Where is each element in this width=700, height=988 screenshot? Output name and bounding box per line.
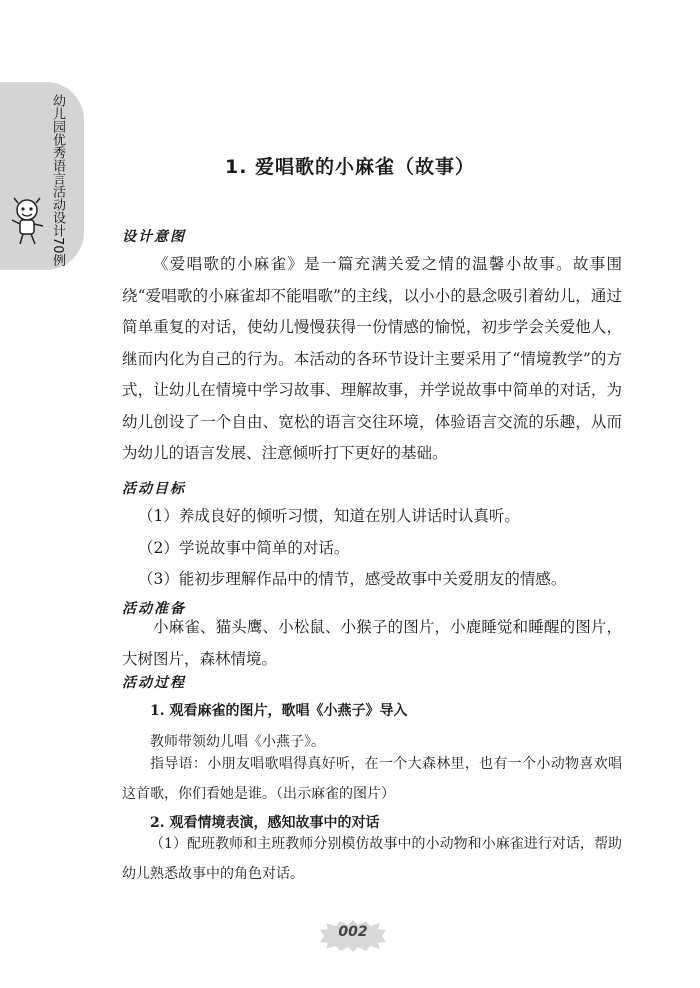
heading-prep: 活动准备 <box>122 601 186 617</box>
goal-item-3: （3）能初步理解作品中的情节，感受故事中关爱朋友的情感。 <box>138 570 567 588</box>
guide-paragraph: 指导语：小朋友唱歌唱得真好听，在一个大森林里，也有一个小动物喜欢唱这首歌，你们看她是谁。（出示麻雀的图片） <box>122 756 622 802</box>
process-step-1-line: 教师带领幼儿唱《小燕子》。 <box>150 734 325 750</box>
book-title-vertical: 幼儿园优秀语言活动设计70例 <box>50 94 65 267</box>
heading-design: 设计意图 <box>122 229 186 245</box>
mascot-icon <box>8 196 46 246</box>
goal-item-1: （1）养成良好的倾听习惯，知道在别人讲话时认真听。 <box>138 507 520 525</box>
page-number: 002 <box>338 924 368 940</box>
heading-process: 活动过程 <box>122 675 186 691</box>
goal-item-2: （2）学说故事中简单的对话。 <box>138 539 350 557</box>
design-paragraph: 《爱唱歌的小麻雀》是一篇充满关爱之情的温馨小故事。故事围绕“爱唱歌的小麻雀却不能唱歌”的主线，以小小的悬念吸引着幼儿，通过简单重复的对话，使幼儿慢慢获得一份情感的愉悦，初步学会关爱他人，继而内化为自己的行为。本活动的各环节设计主要采用了“情境教学”的方式，让幼儿在情境中学习故事、理解故事，并学说故事中简单的对话，为幼儿创设了一个自由、宽松的语言交往环境，体验语言交流的乐趣，从而为幼儿的语言发展、注意倾听打下更好的基础。 <box>122 255 622 462</box>
heading-goals: 活动目标 <box>122 481 186 497</box>
process-step-2: 2. 观看情境表演，感知故事中的对话 <box>150 815 380 831</box>
page-title: 1. 爱唱歌的小麻雀（故事） <box>224 156 476 178</box>
step2-paragraph: （1）配班教师和主班教师分别模仿故事中的小动物和小麻雀进行对话，帮助幼儿熟悉故事中的角色对话。 <box>122 836 622 882</box>
process-step-1: 1. 观看麻雀的图片，歌唱《小燕子》导入 <box>150 703 408 719</box>
prep-paragraph: 小麻雀、猫头鹰、小松鼠、小猴子的图片，小鹿睡觉和睡醒的图片，大树图片，森林情境。 <box>122 618 622 668</box>
